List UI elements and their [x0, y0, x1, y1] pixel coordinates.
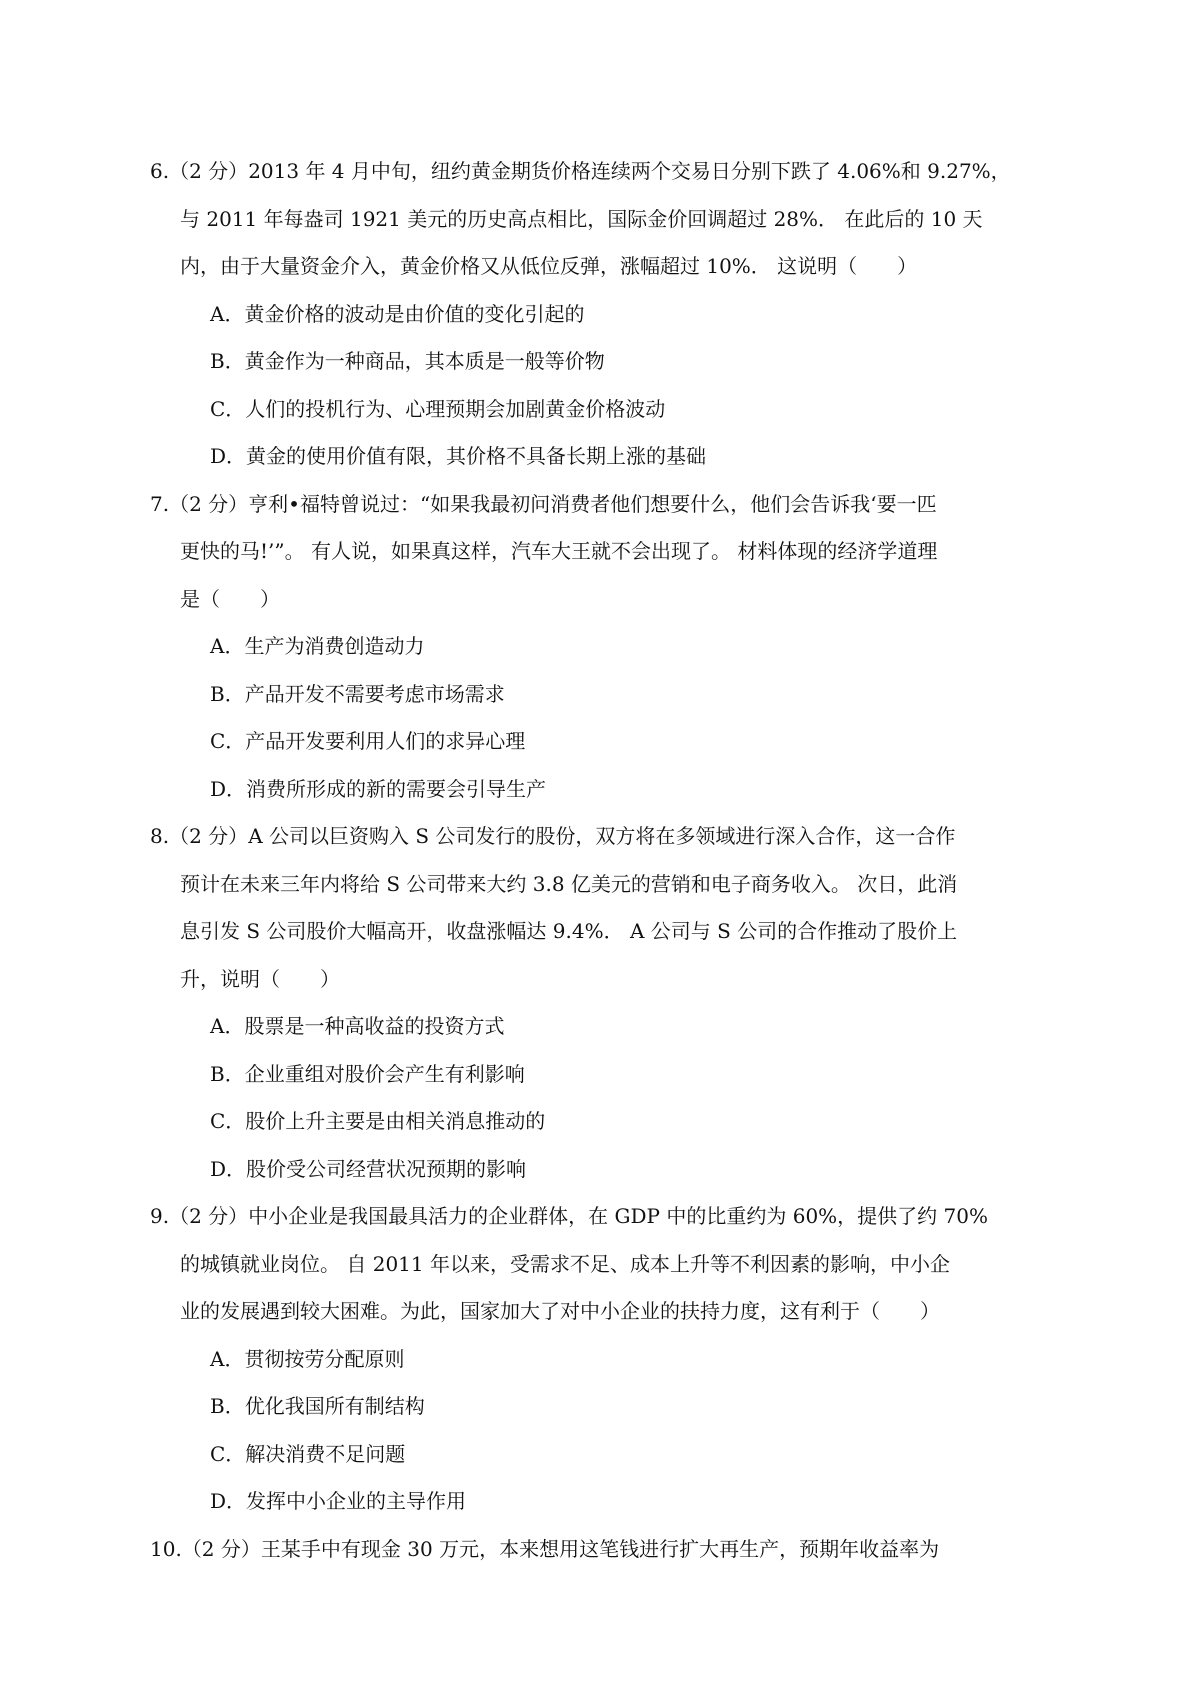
question-stem-line — [150, 196, 1030, 244]
question-stem-line — [150, 908, 1030, 956]
question-9 — [150, 1193, 1030, 1526]
answer-option-b: B．产品开发不需要考虑市场需求 — [210, 681, 505, 706]
answer-option-c: C．人们的投机行为、心理预期会加剧黄金价格波动 — [210, 396, 666, 421]
question-text: 息引发 S 公司股价大幅高开，收盘涨幅达 9.4%． A 公司与 S 公司的合作推动了股价上 — [180, 919, 958, 943]
question-text: 中小企业是我国最具活力的企业群体，在 GDP 中的比重约为 60%，提供了约 70% — [248, 1204, 988, 1228]
answer-option-c: C．产品开发要利用人们的求异心理 — [210, 729, 526, 753]
question-text: A 公司以巨资购入 S 公司发行的股份，双方将在多领域进行深入合作，这一合作 — [248, 824, 956, 848]
question-number: 10. — [150, 1536, 182, 1561]
question-text: 是（ ） — [180, 586, 280, 611]
answer-option-c: C．解决消费不足问题 — [210, 1441, 406, 1466]
answer-option-b: B．企业重组对股价会产生有利影响 — [210, 1061, 525, 1086]
question-stem-first-line — [150, 813, 1030, 861]
answer-option-d: D．黄金的使用价值有限，其价格不具备长期上涨的基础 — [210, 444, 707, 468]
question-list — [150, 148, 1030, 1573]
question-stem-first-line — [150, 1526, 1030, 1574]
question-stem-first-line — [150, 481, 1030, 529]
question-score: （2 分） — [169, 159, 249, 183]
question-text: 预计在未来三年内将给 S 公司带来大约 3.8 亿美元的营销和电子商务收入。 次日，此消 — [180, 871, 958, 896]
answer-option-d: D．发挥中小企业的主导作用 — [210, 1489, 467, 1513]
question-6 — [150, 148, 1030, 481]
answer-option-b: B．黄金作为一种商品，其本质是一般等价物 — [210, 349, 605, 373]
question-score: （2 分） — [181, 1536, 261, 1561]
question-text: 业的发展遇到较大困难。为此，国家加大了对中小企业的扶持力度，这有利于（ ） — [180, 1299, 940, 1323]
question-number: 8. — [150, 824, 170, 848]
question-10 — [150, 1526, 1030, 1574]
question-text: 王某手中有现金 30 万元，本来想用这笔钱进行扩大再生产，预期年收益率为 — [260, 1536, 940, 1561]
question-text: 亨利•福特曾说过：“如果我最初问消费者他们想要什么，他们会告诉我‘要一匹 — [248, 491, 937, 516]
question-text: 与 2011 年每盎司 1921 美元的历史高点相比，国际金价回调超过 28%． 在此后的 10 天 — [180, 206, 983, 231]
question-stem-line — [150, 956, 1030, 1004]
question-8 — [150, 813, 1030, 1193]
question-stem-line — [150, 243, 1030, 291]
answer-option-a: A．股票是一种高收益的投资方式 — [210, 1014, 505, 1038]
question-stem-first-line — [150, 1193, 1030, 1241]
question-7 — [150, 481, 1030, 814]
question-stem-line — [150, 576, 1030, 624]
question-stem-line — [150, 861, 1030, 909]
answer-option-a: A．生产为消费创造动力 — [210, 634, 425, 658]
question-text: 内，由于大量资金介入，黄金价格又从低位反弹，涨幅超过 10%． 这说明（ ） — [180, 254, 918, 278]
answer-option-c: C．股价上升主要是由相关消息推动的 — [210, 1109, 546, 1133]
question-text: 更快的马!’”。 有人说，如果真这样，汽车大王就不会出现了。 材料体现的经济学道理 — [180, 539, 938, 563]
question-text: 的城镇就业岗位。 自 2011 年以来，受需求不足、成本上升等不利因素的影响，中小企 — [180, 1251, 950, 1276]
question-text: 升，说明（ ） — [180, 966, 340, 991]
answer-option-d: D．消费所形成的新的需要会引导生产 — [210, 776, 547, 801]
question-stem-line — [150, 1241, 1030, 1289]
question-stem-first-line — [150, 148, 1030, 196]
question-stem-line — [150, 528, 1030, 576]
answer-option-b: B．优化我国所有制结构 — [210, 1394, 425, 1418]
question-score: （2 分） — [169, 1204, 249, 1228]
question-score: （2 分） — [169, 491, 249, 516]
answer-option-a: A．黄金价格的波动是由价值的变化引起的 — [210, 301, 585, 326]
answer-option-d: D．股价受公司经营状况预期的影响 — [210, 1156, 527, 1181]
answer-option-a: A．贯彻按劳分配原则 — [210, 1346, 405, 1371]
question-stem-line — [150, 1288, 1030, 1336]
question-score: （2 分） — [169, 824, 249, 848]
question-number: 9. — [150, 1204, 170, 1228]
question-number: 6. — [150, 159, 170, 183]
question-number: 7. — [150, 491, 170, 516]
question-text: 2013 年 4 月中旬，纽约黄金期货价格连续两个交易日分别下跌了 4.06%和 9.27%， — [248, 159, 1011, 183]
